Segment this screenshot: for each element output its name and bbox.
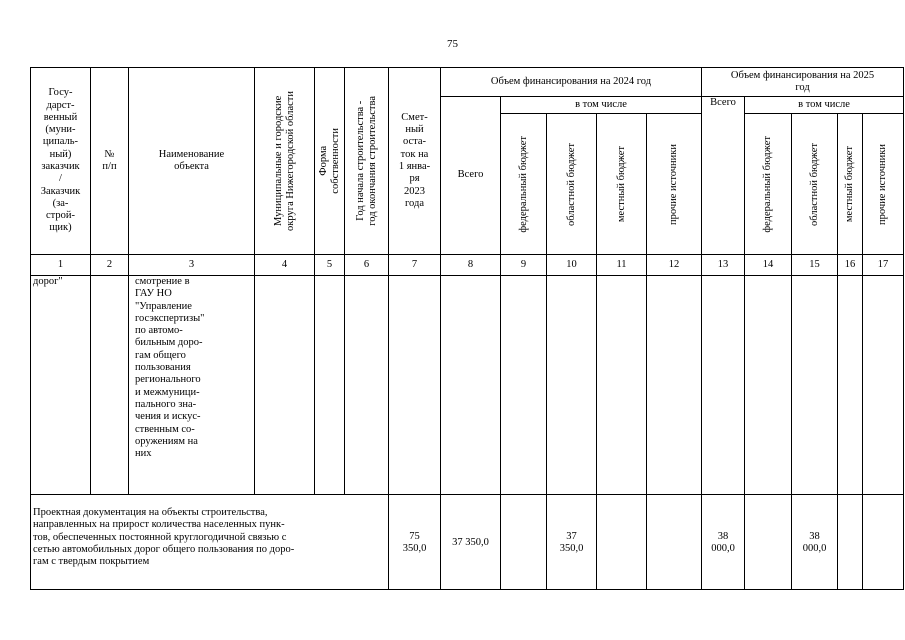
row2-local-2025: [838, 495, 863, 590]
row1-regional-2025: [792, 276, 838, 495]
row1-local-2025: [838, 276, 863, 495]
header-num: № п/п: [91, 68, 129, 255]
header-incl-2024: в том числе: [501, 97, 702, 114]
page-number: 75: [447, 38, 458, 50]
header-federal-2025: федеральный бюджет: [745, 114, 792, 255]
header-federal-2024: федеральный бюджет: [501, 114, 547, 255]
row2-regional-2024: 37 350,0: [547, 495, 597, 590]
col-num: 11: [597, 255, 647, 276]
header-customer: Госу- дарст- венный (муни- ципаль- ный) заказчик / Заказчик (за- строй- щик): [31, 68, 91, 255]
col-num: 6: [345, 255, 389, 276]
table-row: [31, 495, 904, 590]
header-years: Год начала строительства - год окончания строительства: [345, 68, 389, 255]
row2-federal-2025: [745, 495, 792, 590]
row1-object-name: смотрение в ГАУ НО "Управление госэкспертизы" по автомо- бильным доро- гам общего пользования регионального и межмуници- пального зна- чения и искус- ственным со- оружениям на них: [129, 276, 255, 495]
col-num: 4: [255, 255, 315, 276]
row1-num: [91, 276, 129, 495]
row2-federal-2024: [501, 495, 547, 590]
row1-regional-2024: [547, 276, 597, 495]
row1-estimate: [389, 276, 441, 495]
header-local-2024: местный бюджет: [597, 114, 647, 255]
col-num: 15: [792, 255, 838, 276]
header-fin-2024: Объем финансирования на 2024 год: [441, 68, 702, 97]
header-total-2025: Всего: [702, 97, 745, 255]
col-num: 17: [863, 255, 904, 276]
row1-other-2025: [863, 276, 904, 495]
row1-customer: дорог": [31, 276, 91, 495]
col-num: 3: [129, 255, 255, 276]
col-num: 9: [501, 255, 547, 276]
header-regional-2024: областной бюджет: [547, 114, 597, 255]
table-row: [31, 276, 904, 495]
col-num: 1: [31, 255, 91, 276]
header-estimate: Смет- ный оста- ток на 1 янва- ря 2023 года: [389, 68, 441, 255]
col-num: 5: [315, 255, 345, 276]
col-num: 13: [702, 255, 745, 276]
row2-local-2024: [597, 495, 647, 590]
header-total-2024: Всего: [441, 97, 501, 255]
header-ownership: Форма собственности: [315, 68, 345, 255]
row1-local-2024: [597, 276, 647, 495]
row1-total-2024: [441, 276, 501, 495]
row2-other-2024: [647, 495, 702, 590]
header-fin-2025: Объем финансирования на 2025 год: [702, 68, 904, 97]
column-number-row: [31, 255, 904, 276]
row1-other-2024: [647, 276, 702, 495]
col-num: 8: [441, 255, 501, 276]
financing-table: [30, 67, 904, 590]
row1-federal-2024: [501, 276, 547, 495]
row2-other-2025: [863, 495, 904, 590]
header-incl-2025: в том числе: [745, 97, 904, 114]
row2-total-2024: 37 350,0: [441, 495, 501, 590]
header-object-name: Наименование объекта: [129, 68, 255, 255]
row2-label: Проектная документация на объекты строительства, направленных на прирост количества населенных пунк- тов, обеспеченных постоянной круглогодичной связью с сетью автомобильных дорог общего пользования по доро- гам с твердым покрытием: [31, 495, 389, 590]
row2-regional-2025: 38 000,0: [792, 495, 838, 590]
header-other-2024: прочие источники: [647, 114, 702, 255]
col-num: 2: [91, 255, 129, 276]
row1-ownership: [315, 276, 345, 495]
header-local-2025: местный бюджет: [838, 114, 863, 255]
col-num: 14: [745, 255, 792, 276]
row2-estimate: 75 350,0: [389, 495, 441, 590]
col-num: 10: [547, 255, 597, 276]
col-num: 16: [838, 255, 863, 276]
col-num: 12: [647, 255, 702, 276]
header-regional-2025: областной бюджет: [792, 114, 838, 255]
row1-total-2025: [702, 276, 745, 495]
row1-federal-2025: [745, 276, 792, 495]
row1-municipal: [255, 276, 315, 495]
row2-total-2025: 38 000,0: [702, 495, 745, 590]
header-municipal: Муниципальные и городские округа Нижегородской области: [255, 68, 315, 255]
row1-years: [345, 276, 389, 495]
header-other-2025: прочие источники: [863, 114, 904, 255]
col-num: 7: [389, 255, 441, 276]
